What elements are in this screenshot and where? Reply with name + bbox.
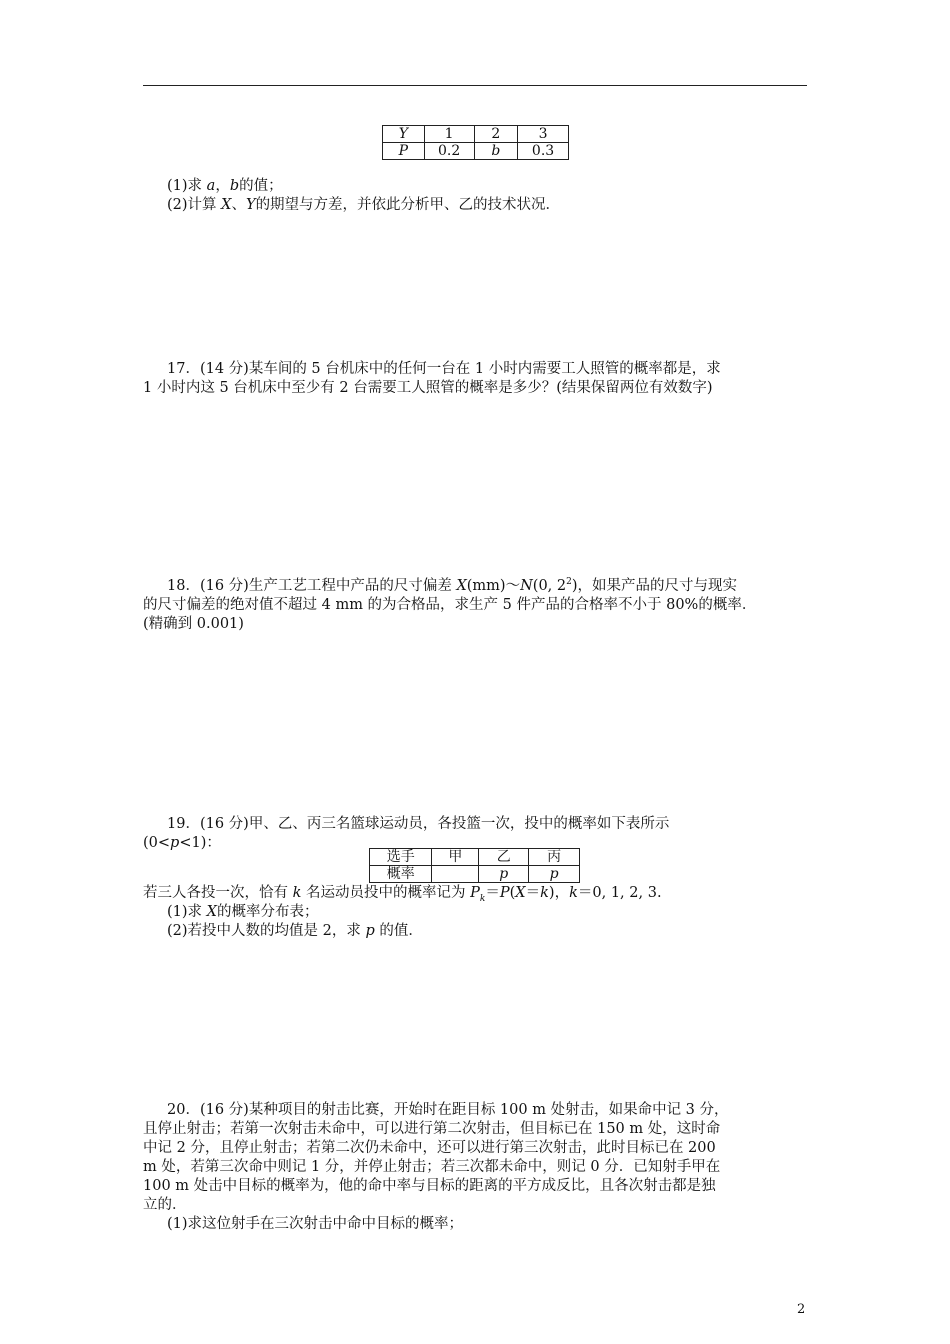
table-cell: 甲: [432, 849, 479, 866]
table-cell: P: [383, 143, 425, 160]
table-cell: 概率: [370, 866, 432, 883]
shooting-probability-table: [369, 848, 580, 883]
table-cell: 0.3: [518, 143, 569, 160]
q18-line1: 18．(16 分)生产工艺工程中产品的尺寸偏差 X(mm)～N(0, $2^2$)，如果产品的尺寸与现实: [167, 577, 737, 594]
q17-line2: 1 小时内这 5 台机床中至少有 2 台需要工人照管的概率是多少？(结果保留两位有效数字): [143, 380, 713, 396]
q20-part1: (1)求这位射手在三次射击中命中目标的概率；: [167, 1216, 464, 1232]
q20-line5: 100 m 处击中目标的概率为，他的命中率与目标的距离的平方成反比，且各次射击都是独: [143, 1178, 716, 1194]
table-cell: [432, 866, 479, 883]
table-row: [383, 143, 569, 160]
q18-line3: (精确到 0.001): [143, 616, 244, 632]
table-cell: 丙: [529, 849, 580, 866]
q19-line1: 19．(16 分)甲、乙、丙三名篮球运动员，各投篮一次，投中的概率如下表所示: [167, 816, 670, 832]
q17-line1: 17．(14 分)某车间的 5 台机床中的任何一台在 1 小时内需要工人照管的概率都是，求: [167, 361, 721, 377]
q19-line2: (0<p<1)：: [143, 835, 221, 851]
header-rule: [143, 85, 807, 86]
table-row: [383, 126, 569, 143]
q20-line4: m 处，若第三次命中则记 1 分，并停止射击；若三次都未命中，则记 0 分．已知射手甲在: [143, 1159, 721, 1175]
table-cell: 乙: [479, 849, 529, 866]
q20-line2: 且停止射击；若第一次射击未命中，可以进行第二次射击，但目标已在 150 m 处，这时命: [143, 1121, 721, 1137]
distribution-table-y: [382, 125, 569, 160]
q19-part1: (1)求 X的概率分布表；: [167, 904, 319, 920]
table-cell: 0.2: [424, 143, 474, 160]
q16-part1: (1)求 a，b的值；: [167, 178, 283, 194]
q20-line3: 中记 2 分，且停止射击；若第二次仍未命中，还可以进行第三次射击，此时目标已在 200: [143, 1140, 716, 1156]
table-cell: p: [479, 866, 529, 883]
q20-line6: 立的．: [143, 1197, 187, 1213]
q18-line2: 的尺寸偏差的绝对值不超过 4 mm 的为合格品，求生产 5 件产品的合格率不小于 80%的概率．: [143, 597, 757, 613]
table-cell: 1: [424, 126, 474, 143]
table-cell: Y: [383, 126, 425, 143]
table-cell: p: [529, 866, 580, 883]
q16-part2: (2)计算 X、Y的期望与方差，并依此分析甲、乙的技术状况．: [167, 197, 561, 213]
table-cell: 选手: [370, 849, 432, 866]
page-number: 2: [797, 1302, 806, 1317]
q19-line3: 若三人各投一次，恰有 k 名运动员投中的概率记为 $P_k=P(X=k)$，k＝0, 1, 2, 3.: [143, 885, 662, 904]
table-cell: b: [474, 143, 518, 160]
q20-line1: 20．(16 分)某种项目的射击比赛，开始时在距目标 100 m 处射击，如果命中记 3 分，: [167, 1102, 729, 1118]
table-row: [370, 849, 580, 866]
table-row: [370, 866, 580, 883]
table-cell: 2: [474, 126, 518, 143]
q19-part2: (2)若投中人数的均值是 2，求 p 的值．: [167, 923, 423, 939]
table-cell: 3: [518, 126, 569, 143]
